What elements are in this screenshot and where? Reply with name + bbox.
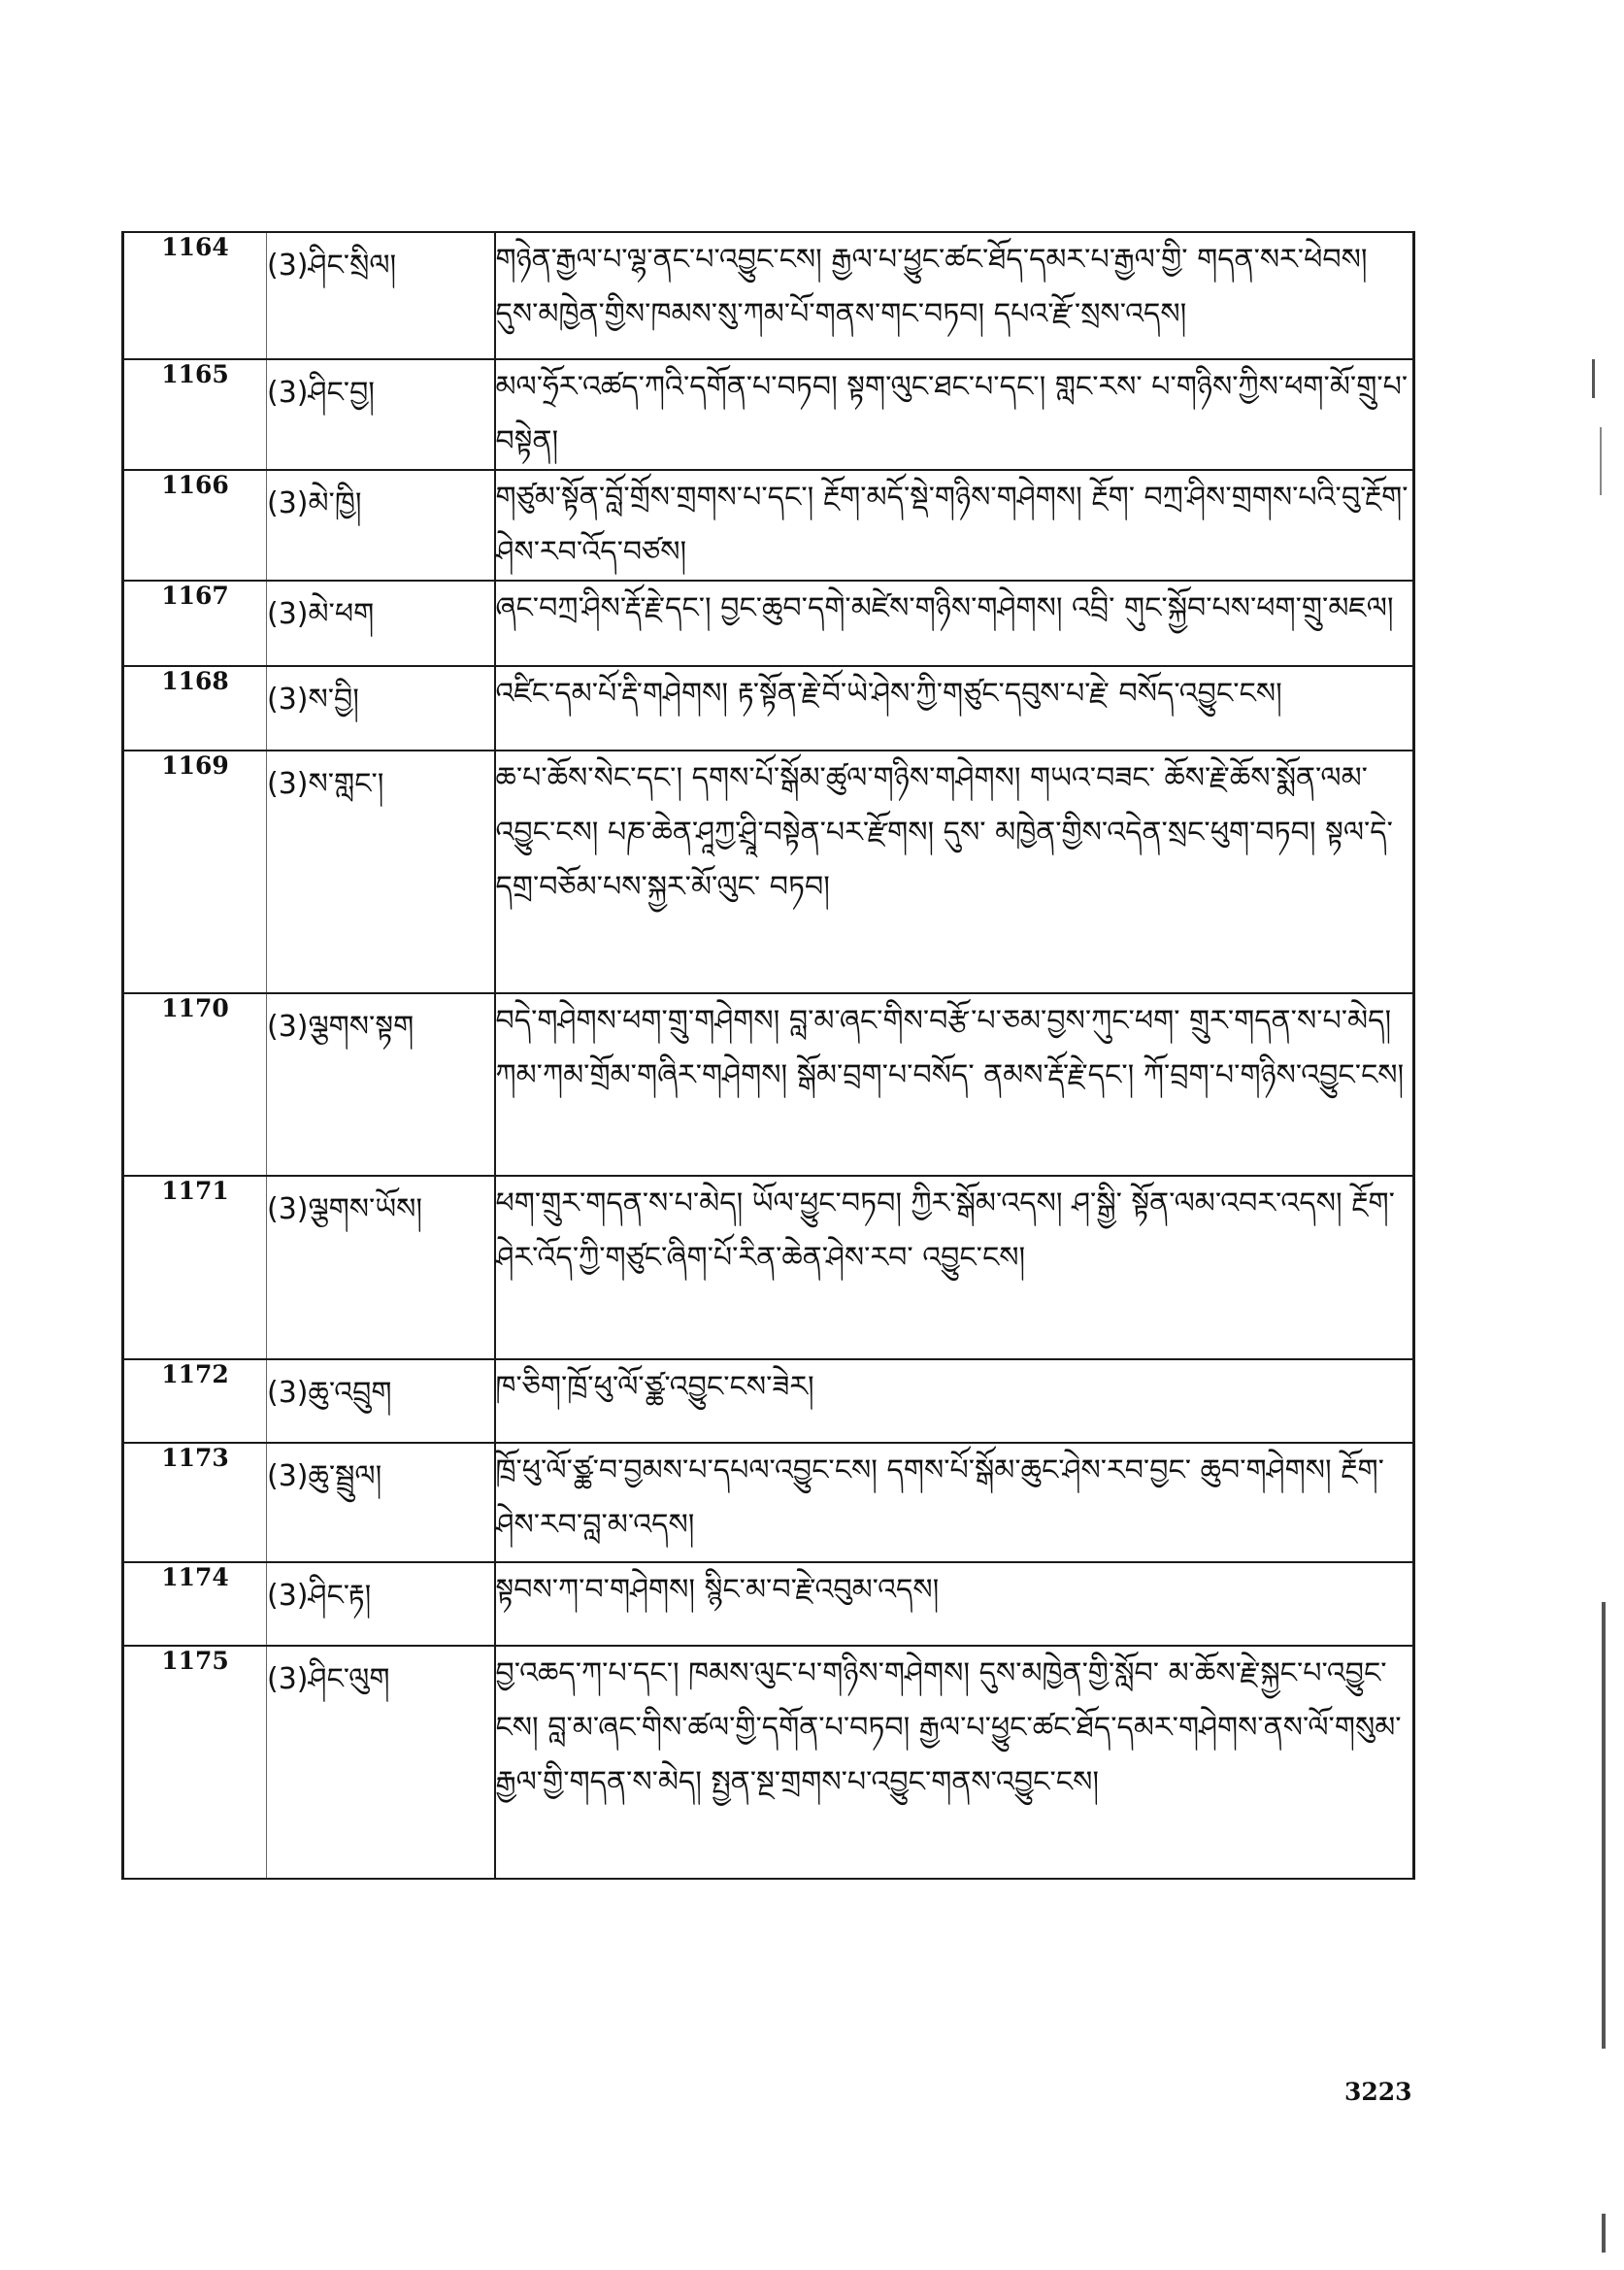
- entry-number: 1171: [123, 1176, 267, 1359]
- entry-number: 1165: [123, 359, 267, 470]
- year-term: (3)ས་གླང་།: [267, 751, 495, 993]
- table-row: [123, 1359, 1414, 1443]
- entry-text: བདེ་གཤེགས་ཕག་གྲུ་གཤེགས། བླ་མ་ཞང་གིས་བརྩོ་པ་ཅམ་བྱས་ཀུང་ཕག་ གྲུར་གདན་ས་པ་མེད། ཀམ་ཀམ་གྲོམ་གཞིར་གཤེགས། སྒོམ་བྲག་པ་བསོད་ ནམས་རྡོ་རྗེ་དང་། ཀོ་བྲག་པ་གཉིས་འབྱུང་ངས།: [495, 993, 1414, 1176]
- entry-number: 1172: [123, 1359, 267, 1443]
- page-number: 3223: [1344, 2078, 1412, 2106]
- table-row: [123, 993, 1414, 1176]
- table-row: [123, 581, 1414, 666]
- entry-number: 1175: [123, 1646, 267, 1879]
- scan-edge-mark: [1602, 2214, 1606, 2253]
- entry-number: 1168: [123, 666, 267, 751]
- table-row: [123, 1562, 1414, 1646]
- entry-text: བྱ་འཆད་ཀ་པ་དང་། ཁམས་ལུང་པ་གཉིས་གཤེགས། དུས་མཁྱེན་གྱི་སློབ་ མ་ཆོས་རྗེ་སྐྱང་པ་འབྱུང་ངས། བླ་མ་ཞང་གིས་ཚལ་གྱི་དགོན་པ་བཏབ། རྒྱལ་པ་ཕྱུང་ཚང་ཐོད་དམར་གཤེགས་ནས་ལོ་གསུམ་རྒྱལ་གྱི་གདན་ས་མེད། སྤྱན་སྔ་གྲགས་པ་འབྱུང་གནས་འབྱུང་ངས།: [495, 1646, 1414, 1879]
- year-term: (3)ཆུ་སྦྲུལ།: [267, 1443, 495, 1562]
- year-term: (3)ཤིང་བྱ།: [267, 359, 495, 470]
- table-row: [123, 1443, 1414, 1562]
- table-row: [123, 666, 1414, 751]
- year-term: (3)མེ་ཁྱི།: [267, 470, 495, 581]
- year-term: (3)ཆུ་འབྲུག: [267, 1359, 495, 1443]
- table-row: [123, 751, 1414, 993]
- entry-text: ཕག་གྲུར་གདན་ས་པ་མེད། ཡོལ་ཕྱུང་བཏབ། ཀྱིར་སྒོམ་འདས། ཤ་སྒྱི་ སྟོན་ལམ་འབར་འདས། རྔོག་ཤེར་འོད་ཀྱི་གཙུང་ཞིག་པོ་རིན་ཆེན་ཤེས་རབ་ འབྱུང་ངས།: [495, 1176, 1414, 1359]
- table-row: [123, 232, 1414, 359]
- entry-number: 1174: [123, 1562, 267, 1646]
- table-row: [123, 1176, 1414, 1359]
- year-term: (3)ལྕགས་ཡོས།: [267, 1176, 495, 1359]
- scan-edge-mark: [1602, 1602, 1606, 2049]
- table-row: [123, 359, 1414, 470]
- entry-text: གཉེན་རྒྱལ་པ་ལྷ་ནང་པ་འབྱུང་ངས། རྒྱལ་པ་ཕྱུང་ཚང་ཐོད་དམར་པ་རྒྱལ་གྱི་ གདན་སར་ཕེབས། དུས་མཁྱེན་གྱིས་ཁམས་སུ་ཀམ་པོ་གནས་གང་བཏབ། དཔའ་རྫོ་སྲས་འདས།: [495, 232, 1414, 359]
- year-term: (3)ཤིང་ལུག: [267, 1646, 495, 1879]
- scan-edge-mark: [1592, 359, 1595, 398]
- entry-text: གཙུམ་སྟོན་བློ་གྲོས་གྲགས་པ་དང་། རྔོག་མདོ་སྡེ་གཉིས་གཤེགས། རྔོག་ བཀྲ་ཤིས་གྲགས་པའི་བུ་རྔོག་ཤེས་རབ་འོད་བཙས།: [495, 470, 1414, 581]
- entry-number: 1173: [123, 1443, 267, 1562]
- entry-number: 1170: [123, 993, 267, 1176]
- year-term: (3)ས་བྱི།: [267, 666, 495, 751]
- entry-number: 1167: [123, 581, 267, 666]
- entry-text: ཞང་བཀྲ་ཤིས་རྡོ་རྗེ་དང་། བྱང་ཆུབ་དགེ་མཛེས་གཉིས་གཤེགས། འབྲི་ གུང་སྐྱོབ་པས་ཕག་གྲུ་མཇལ།: [495, 581, 1414, 666]
- entry-text: ཁྲོ་ཕུ་ལོ་ཙྪ་བ་བྱམས་པ་དཔལ་འབྱུང་ངས། དགས་པོ་སྒོམ་ཆུང་ཤེས་རབ་བྱང་ ཆུབ་གཤེགས། རྔོག་ཤེས་རབ་བླ་མ་འདས།: [495, 1443, 1414, 1562]
- scan-edge-mark: [1600, 427, 1602, 495]
- entry-text: མལ་ཧྲོར་འཚད་ཀའི་དགོན་པ་བཏབ། སྟག་ལུང་ཐང་པ་དང་། གླང་རས་ པ་གཉིས་ཀྱིས་ཕག་མོ་གྲུ་པ་བསྟེན།: [495, 359, 1414, 470]
- table-row: [123, 1646, 1414, 1879]
- entry-number: 1169: [123, 751, 267, 993]
- chronology-table: [121, 231, 1415, 1880]
- year-term: (3)ལྕགས་སྟག: [267, 993, 495, 1176]
- table-row: [123, 470, 1414, 581]
- year-term: (3)ཤིང་སྲིལ།: [267, 232, 495, 359]
- year-term: (3)ཤིང་རྟ།: [267, 1562, 495, 1646]
- entry-number: 1164: [123, 232, 267, 359]
- entry-text: ཆ་པ་ཆོས་སེང་དང་། དགས་པོ་སྒོམ་ཚུལ་གཉིས་གཤེགས། གཡའ་བཟང་ ཆོས་རྗེ་ཆོས་སྨོན་ལམ་འབྱུང་ངས། པཎ་ཆེན་ཤཱཀྱ་ཤྲཱི་བསྟེན་པར་རྫོགས། དུས་ མཁྱེན་གྱིས་འདེན་སྲང་ཕུག་བཏབ། སྟལ་དེ་དགྲ་བཅོམ་པས་སྐྱར་མོ་ལུང་ བཏབ།: [495, 751, 1414, 993]
- year-term: (3)མེ་ཕག: [267, 581, 495, 666]
- entry-text: ཁ་ཅིག་ཁྲོ་ཕུ་ལོ་ཙྪ་འབྱུང་ངས་ཟེར།: [495, 1359, 1414, 1443]
- entry-text: སྟབས་ཀ་བ་གཤེགས། སྙིང་མ་བ་རྗེ་འབུམ་འདས།: [495, 1562, 1414, 1646]
- entry-text: འཛིང་དམ་པོ་རྡི་གཤེགས། རྟ་སྟོན་རྗེ་བོ་ཡེ་ཤེས་ཀྱི་གཙུང་དབུས་པ་རྗེ་ བསོད་འབྱུང་ངས།: [495, 666, 1414, 751]
- entry-number: 1166: [123, 470, 267, 581]
